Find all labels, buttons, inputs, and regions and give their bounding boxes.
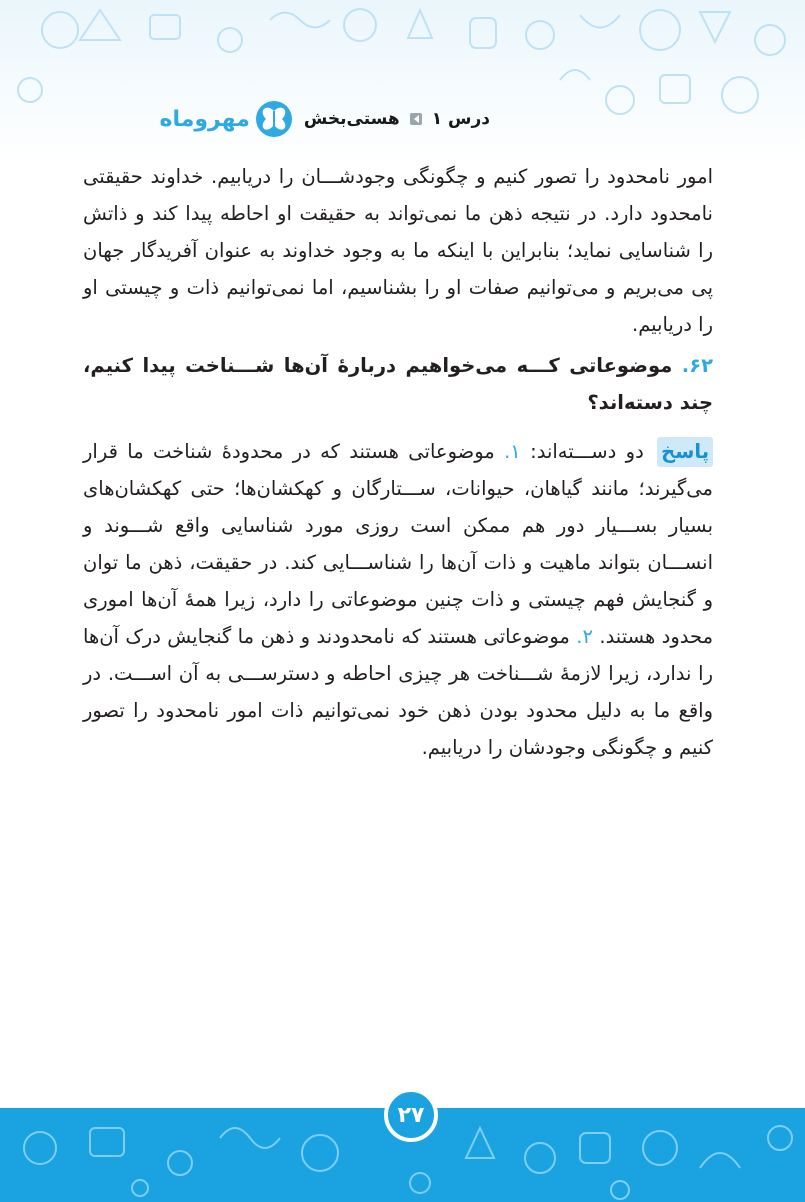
answer-item-number: ۱. [504, 440, 521, 463]
lesson-title: هستی‌بخش [303, 109, 400, 129]
question-text: موضوعاتی کـــه می‌خواهیم دربارۀ آن‌ها شـــناخت پیدا کنیم، چند دسته‌اند؟ [83, 354, 713, 414]
main-content [83, 158, 713, 766]
butterfly-logo-icon [254, 99, 294, 139]
publisher-logo [159, 99, 293, 139]
page-header [130, 96, 490, 142]
answer-item-text: موضوعاتی هستند که در محدودۀ شناخت ما قرار می‌گیرند؛ مانند گیاهان، حیوانات، ســـتارگان و کهکشان‌ها؛ حتی کهکشان‌های بسیار بســـیار دور هم ممکن است روزی مورد شناسایی واقع شـــوند و انســـان بتواند ماهیت و ذات آن‌ها را شناســـایی کند. در حقیقت، ذهن ما توان و گنجایش فهم چیستی و ذات چنین موضوعاتی را دارد، زیرا همۀ آن‌ها اموری محدود هستند. [83, 440, 714, 648]
logo-text: مهروماه [159, 106, 250, 132]
answer-label: پاسخ [657, 437, 713, 467]
lesson-label: درس ۱ [431, 109, 490, 129]
question-number: ۶۲. [681, 354, 713, 377]
question [83, 347, 713, 421]
answer [83, 433, 713, 766]
answer-item-number: ۲. [576, 625, 593, 648]
answer-item-text: موضوعاتی هستند که نامحدودند و ذهن ما گنجایش درک آن‌ها را ندارد، زیرا لازمۀ شـــناخت هر چیزی احاطه و دسترســـی به آن اســـت. در واقع ما به دلیل محدود بودن ذهن خود نمی‌توانیم ذات امور نامحدود را تصور کنیم و چگونگی وجودشان را دریابیم. [83, 625, 713, 759]
paragraph-intro: امور نامحدود را تصور کنیم و چگونگی وجودشـــان را دریابیم. خداوند حقیقتی نامحدود دارد. در نتیجه ذهن ما نمی‌تواند به حقیقت او احاطه پیدا کند و ذاتش را شناسایی نماید؛ بنابراین با اینکه ما به وجود خداوند به عنوان آفریدگار جهان پی می‌بریم و می‌توانیم صفات او را بشناسیم، اما نمی‌توانیم ذات و چیستی او را دریابیم. [83, 165, 713, 336]
page-number: ۲۷ [384, 1088, 438, 1142]
answer-intro: دو دســـته‌اند: [530, 440, 644, 463]
separator-icon [410, 113, 422, 125]
